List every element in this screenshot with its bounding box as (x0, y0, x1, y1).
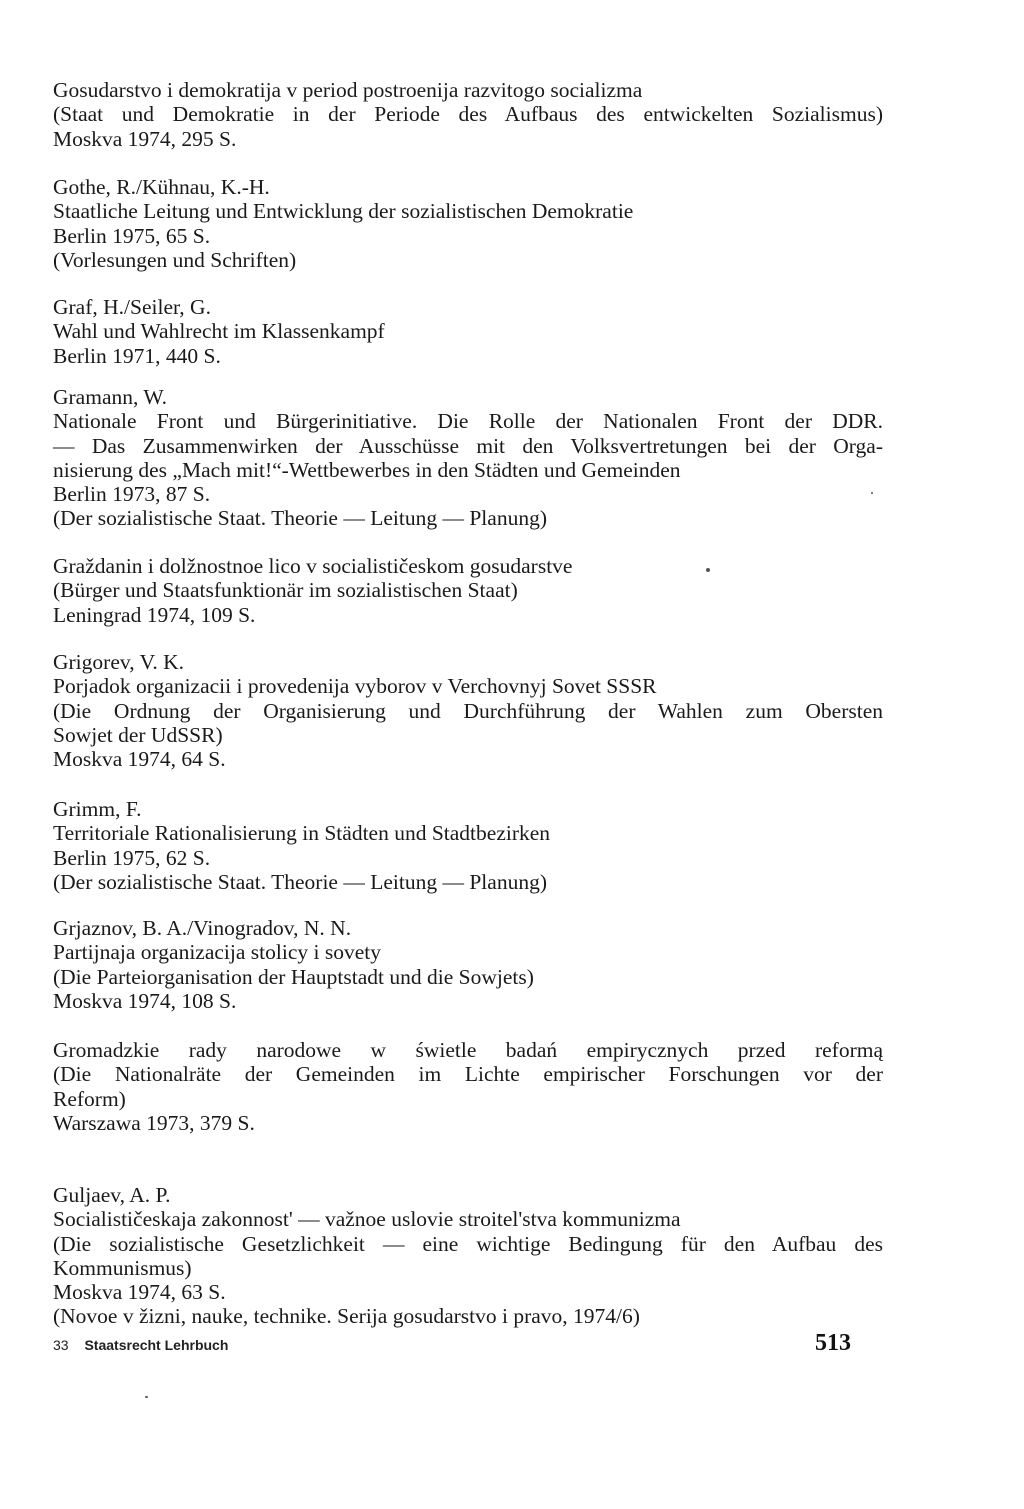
entry-title: — Das Zusammenwirken der Ausschüsse mit den Volksvertretungen bei der Orga- (53, 433, 883, 458)
entry-translation: (Staat und Demokratie in der Periode des Aufbaus des entwickelten Sozialismus) (53, 102, 883, 127)
entry-author: Guljaev, A. P. (53, 1183, 171, 1207)
scan-speck (145, 1396, 148, 1398)
bibliography-entry (53, 175, 883, 272)
entry-author: Graf, H./Seiler, G. (53, 295, 211, 319)
entry-title: Staatliche Leitung und Entwicklung der sozialistischen Demokratie (53, 199, 634, 224)
entry-title: Territoriale Rationalisierung in Städten und Stadtbezirken (53, 821, 551, 846)
entry-title: Partijnaja organizacija stolicy i sovety (53, 940, 381, 965)
entry-publication: Moskva 1974, 108 S. (53, 988, 237, 1013)
entry-series: (Der sozialistische Staat. Theorie — Leitung — Planung) (53, 506, 547, 531)
entry-translation: (Die Parteiorganisation der Hauptstadt und die Sowjets) (53, 964, 534, 989)
scan-speck (706, 568, 710, 572)
entry-title: Gosudarstvo i demokratija v period postroenija razvitogo socializma (53, 78, 643, 102)
entry-author: Gothe, R./Kühnau, K.-H. (53, 175, 270, 199)
entry-title: Nationale Front und Bürgerinitiative. Die Rolle der Nationalen Front der DDR. (53, 409, 883, 434)
running-title: Staatsrecht Lehrbuch (84, 1337, 229, 1353)
entry-translation: (Bürger und Staatsfunktionär im sozialistischen Staat) (53, 578, 518, 603)
entry-translation: (Die Ordnung der Organisierung und Durchführung der Wahlen zum Obersten (53, 698, 883, 723)
signature-number: 33 (53, 1337, 69, 1353)
entry-translation: (Die sozialistische Gesetzlichkeit — eine wichtige Bedingung für den Aufbau des (53, 1231, 883, 1256)
entry-title: Wahl und Wahlrecht im Klassenkampf (53, 319, 385, 344)
entry-publication: Moskva 1974, 63 S. (53, 1280, 226, 1305)
entry-publication: Moskva 1974, 64 S. (53, 747, 226, 772)
entry-publication: Warszawa 1973, 379 S. (53, 1110, 255, 1135)
bibliography-entry (53, 1038, 883, 1135)
bibliography-entry (53, 650, 883, 771)
entry-translation: Reform) (53, 1086, 126, 1111)
page-footer (53, 1337, 228, 1353)
entry-publication: Berlin 1971, 440 S. (53, 343, 221, 368)
entry-title: Graždanin i dolžnostnoe lico v socialističeskom gosudarstve (53, 554, 573, 578)
entry-title: Porjadok organizacii i provedenija vyborov v Verchovnyj Sovet SSSR (53, 674, 657, 699)
entry-title: Socialističeskaja zakonnost' — važnoe uslovie stroitel'stva kommunizma (53, 1207, 681, 1232)
bibliography-entry (53, 295, 883, 368)
entry-publication: Berlin 1973, 87 S. (53, 482, 211, 507)
entry-translation: Kommunismus) (53, 1255, 192, 1280)
bibliography-entry (53, 385, 883, 531)
bibliography-entry (53, 78, 883, 151)
entry-title: Gromadzkie rady narodowe w świetle badań empirycznych przed reformą (53, 1038, 883, 1062)
entry-publication: Moskva 1974, 295 S. (53, 126, 237, 151)
entry-publication: Berlin 1975, 62 S. (53, 845, 211, 870)
entry-author: Grimm, F. (53, 797, 142, 821)
entry-series: (Novoe v žizni, nauke, technike. Serija gosudarstvo i pravo, 1974/6) (53, 1304, 640, 1329)
bibliography-entry (53, 797, 883, 894)
entry-publication: Leningrad 1974, 109 S. (53, 602, 256, 627)
entry-series: (Der sozialistische Staat. Theorie — Leitung — Planung) (53, 869, 547, 894)
entry-author: Grjaznov, B. A./Vinogradov, N. N. (53, 916, 352, 940)
entry-translation: Sowjet der UdSSR) (53, 722, 223, 747)
entry-title: nisierung des „Mach mit!“-Wettbewerbes in den Städten und Gemeinden (53, 457, 681, 482)
bibliography-entry (53, 554, 883, 627)
page-number: 513 (815, 1330, 851, 1356)
entry-author: Gramann, W. (53, 385, 168, 409)
entry-series: (Vorlesungen und Schriften) (53, 247, 297, 272)
scan-speck (871, 492, 873, 494)
bibliography-entry (53, 1183, 883, 1329)
bibliography-entry (53, 916, 883, 1013)
entry-publication: Berlin 1975, 65 S. (53, 223, 211, 248)
entry-author: Grigorev, V. K. (53, 650, 184, 674)
entry-translation: (Die Nationalräte der Gemeinden im Lichte empirischer Forschungen vor der (53, 1062, 883, 1087)
